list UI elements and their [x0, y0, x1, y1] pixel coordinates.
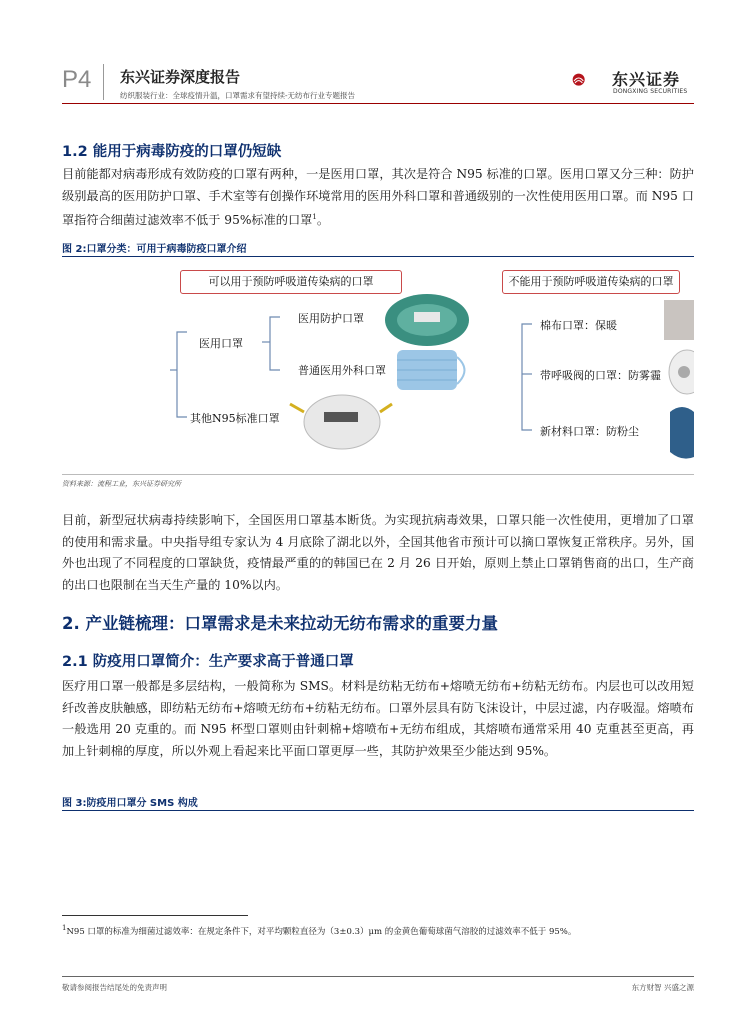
medical-mask-label: 医用口罩: [199, 337, 243, 350]
footer-disclaimer: 敬请参阅报告结尾处的免责声明: [62, 983, 167, 992]
figure-2-diagram: [62, 262, 694, 468]
figure-3-label: 图 3:防疫用口罩分 SMS 构成: [62, 798, 198, 809]
new-material-mask-label: 新材料口罩：防粉尘: [540, 425, 639, 438]
dongxing-logo-icon: [572, 60, 612, 100]
report-subtitle: 纺织服装行业：全球疫情升温，口罩需求有望持续-无纺布行业专题报告: [120, 91, 356, 100]
surgical-mask-label: 普通医用外科口罩: [298, 364, 386, 377]
section-2-heading: 2. 产业链梳理：口罩需求是未来拉动无纺布需求的重要力量: [62, 614, 498, 633]
section-1-2-heading: 1.2 能用于病毒防疫的口罩仍短缺: [62, 144, 282, 160]
section-2-1-paragraph: 医疗用口罩一般都是多层结构，一般简称为 SMS。材料是纺粘无纺布+熔喷无纺布+纺粘无纺布。内层也可以改用短纤改善皮肤触感，即纺粘无纺布+熔喷无纺布+纺粘无纺布。口罩外层具有防飞沫设计，中层过滤，内存吸湿。熔喷布一般选用 20 克重的。而 N95 杯型口罩则由针刺棉+熔喷布+无纺布组成，其熔喷布通常采用 40 克重甚至更高，再加上针刺棉的厚度，所以外观上看起来比平面口罩更厚一些，其防护效果至少能达到 95%。: [62, 679, 694, 758]
valve-mask-icon: [669, 350, 694, 394]
shortage-paragraph: 目前，新型冠状病毒持续影响下，全国医用口罩基本断货。为实现抗病毒效果，口罩只能一次性使用，更增加了口罩的使用和需求量。中央指导组专家认为 4 月底除了湖北以外，全国其他省市预计可以摘口罩恢复正常秩序。另外，国外也出现了不同程度的口罩缺货，疫情最严重的的韩国已在 2 月 26 日开始，原则上禁止口罩销售商的出口，生产商的出口也限制在当天生产量的 10%以内。: [62, 513, 694, 592]
footnote-number: 1: [62, 924, 67, 932]
usable-masks-box: 可以用于预防呼吸道传染病的口罩: [180, 270, 402, 294]
footer-rule: [62, 976, 694, 977]
figure-2-label: 图 2:口罩分类：可用于病毒防疫口罩介绍: [62, 244, 247, 255]
valve-mask-label: 带呼吸阀的口罩：防雾霾: [540, 369, 661, 382]
unusable-masks-box: 不能用于预防呼吸道传染病的口罩: [502, 270, 680, 294]
protective-mask-label: 医用防护口罩: [298, 312, 364, 325]
section-1-2-end: 。: [316, 213, 329, 228]
footnote-text: N95 口罩的标准为细菌过滤效率：在规定条件下，对平均颗粒直径为（3±0.3）μm 的金黄色葡萄球菌气溶胶的过滤效率不低于 95%。: [66, 926, 577, 937]
figure-3-rule: [62, 810, 694, 811]
footnote-rule: [62, 915, 248, 916]
n95-mask-label: 其他N95标准口罩: [190, 412, 280, 425]
new-material-mask-icon: [670, 407, 694, 459]
figure-2-rule: [62, 256, 694, 257]
header-rule: [62, 103, 694, 104]
section-2-1-heading: 2.1 防疫用口罩简介：生产要求高于普通口罩: [62, 654, 354, 670]
figure-2-bottom-rule: [62, 474, 694, 475]
surgical-mask-icon: [397, 350, 465, 390]
logo-subtext: DONGXING SECURITIES: [613, 88, 688, 95]
section-1-2-paragraph: [62, 164, 694, 232]
footnote-ref: 1: [312, 213, 317, 221]
cotton-mask-icon: [664, 300, 694, 340]
n95-green-mask-icon: [385, 294, 469, 346]
footer-slogan: 东方财智 兴盛之源: [631, 983, 694, 992]
figure-2-source: 资料来源：流程工业，东兴证券研究所: [62, 480, 181, 488]
report-title: 东兴证券深度报告: [120, 68, 241, 86]
section-1-2-text: 目前能都对病毒形成有效防疫的口罩有两种，一是医用口罩，其次是符合 N95 标准的口罩。医用口罩又分三种：防护级别最高的医用防护口罩、手术室等有创操作环境常用的医用外科口罩和普通级别的一次性使用医用口罩。而 N95 口罩指符合细菌过滤效率不低于 95%标准的口罩: [62, 167, 694, 228]
footnote: [62, 921, 694, 939]
logo-text: 东兴证券: [612, 70, 681, 89]
header-divider: [103, 64, 104, 100]
cotton-mask-label: 棉布口罩：保暖: [540, 319, 617, 332]
page-number: P4: [62, 66, 92, 93]
n95-white-mask-icon: [290, 395, 392, 449]
